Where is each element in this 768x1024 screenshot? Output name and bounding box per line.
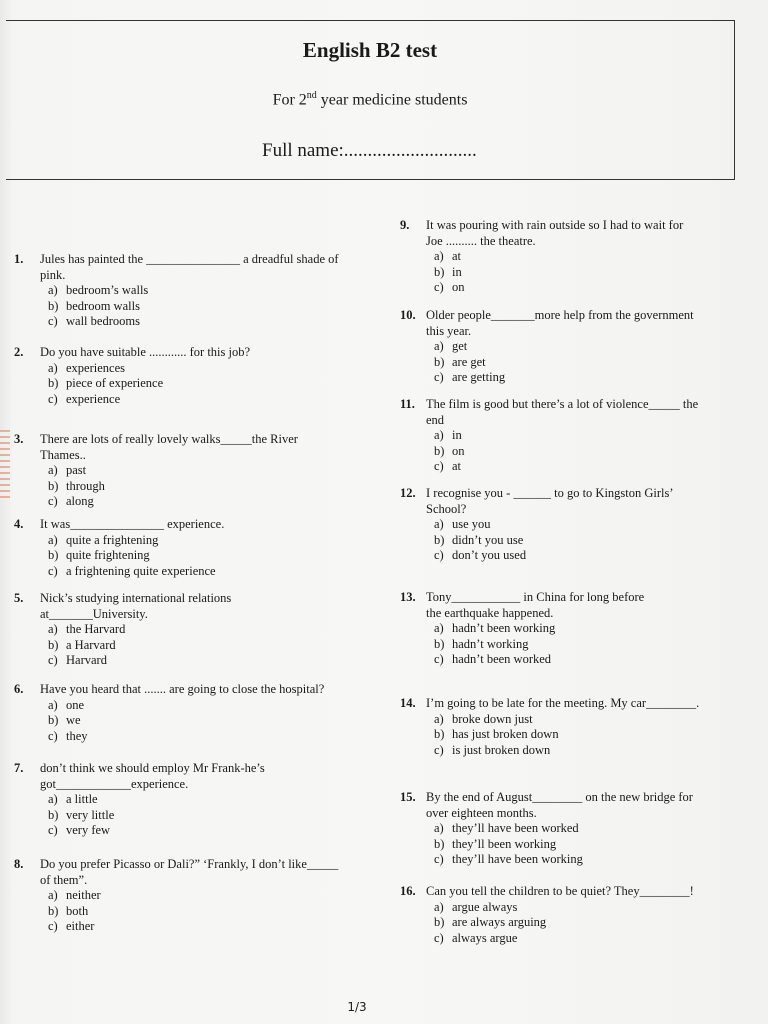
option-text: either [66,919,95,933]
option-letter: b) [48,637,59,652]
question-line [400,218,745,234]
answer-option[interactable] [14,653,384,669]
option-letter: a) [48,888,58,902]
question-line [14,517,384,533]
question-number: 2. [14,345,24,359]
option-text: past [66,463,87,477]
question-number: 3. [14,432,24,446]
question-number: 5. [14,591,24,605]
question-continuation: at_______University. [40,606,148,621]
answer-option[interactable] [400,727,745,743]
answer-option[interactable] [14,888,384,904]
question-stem: Tony___________ in China for long before [426,590,645,604]
option-letter: b) [434,636,445,651]
answer-option[interactable] [14,919,384,935]
answer-option[interactable] [14,479,384,495]
option-letter: c) [434,652,444,666]
option-letter: c) [434,742,444,757]
option-letter: c) [48,314,58,328]
question-block [400,590,745,668]
option-text: through [66,478,105,493]
option-text: hadn’t been working [452,621,556,635]
question-block [400,696,745,758]
option-letter: c) [434,370,444,384]
question-number: 16. [400,884,416,898]
question-line [400,884,745,900]
answer-option[interactable] [14,314,384,330]
question-block [14,591,384,669]
option-letter: b) [48,713,59,727]
subtitle-sup: nd [306,90,317,101]
question-line [14,252,384,268]
option-text: in [452,428,462,442]
question-block [400,884,745,946]
question-block [400,218,745,296]
option-letter: c) [48,823,58,837]
question-continuation: over eighteen months. [426,805,537,820]
answer-option[interactable] [14,713,384,729]
question-continuation: Joe .......... the theatre. [426,233,536,248]
question-stem: Do you have suitable ............ for this job? [40,345,251,359]
option-text: broke down just [452,711,533,726]
question-continuation: Thames.. [40,447,86,462]
answer-option[interactable] [14,808,384,824]
question-line [400,486,745,502]
question-stem: Can you tell the children to be quiet? They________! [426,884,694,898]
answer-option[interactable] [400,444,745,460]
question-number: 15. [400,790,416,804]
option-text: didn’t you use [452,532,524,547]
option-letter: c) [48,653,58,667]
option-letter: b) [48,376,59,390]
question-number: 10. [400,308,416,322]
option-letter: b) [48,807,59,822]
question-line [400,397,745,413]
option-text: get [452,339,468,353]
option-letter: c) [48,728,58,743]
answer-option[interactable] [400,712,745,728]
option-text: are get [452,354,486,369]
question-line [14,432,384,448]
question-block [400,397,745,475]
option-letter: b) [48,478,59,493]
option-text: we [66,713,81,727]
answer-option[interactable] [400,265,745,281]
answer-option[interactable] [14,361,384,377]
option-letter: a) [48,360,58,375]
option-text: along [66,494,94,508]
option-letter: a) [48,532,58,547]
question-line [14,857,384,873]
question-stem: It was_______________ experience. [40,517,225,531]
question-line [14,682,384,698]
question-block [14,517,384,579]
full-name-field: Full name:............................ [262,140,477,161]
subtitle-pre: For 2 [272,91,307,109]
option-letter: a) [434,428,444,442]
question-line [14,345,384,361]
page-title: English B2 test [302,38,438,62]
question-number: 11. [400,397,415,411]
answer-option[interactable] [400,915,745,931]
answer-option[interactable] [400,931,745,947]
question-number: 1. [14,252,24,266]
option-letter: b) [434,836,445,851]
option-letter: b) [48,548,59,562]
option-letter: a) [434,249,444,263]
question-stem: Have you heard that ....... are going to close the hospital? [40,682,325,696]
option-letter: a) [48,283,58,297]
option-text: one [66,697,85,712]
binding-mark [0,430,10,500]
option-text: use you [452,517,491,531]
option-text: piece of experience [66,376,164,390]
question-line [400,590,745,606]
option-text: both [66,903,89,918]
option-text: argue always [452,899,518,914]
option-text: very little [66,807,115,822]
option-text: very few [66,823,111,837]
option-letter: b) [48,903,59,918]
question-continuation: the earthquake happened. [426,605,554,620]
option-text: quite frightening [66,548,150,562]
page-number: 1/3 [347,1000,367,1014]
answer-option[interactable] [400,548,745,564]
question-continuation: end [426,412,445,427]
answer-option[interactable] [14,463,384,479]
answer-option[interactable] [400,852,745,868]
option-text: bedroom’s walls [66,283,149,297]
option-text: are getting [452,370,506,384]
answer-option[interactable] [400,837,745,853]
option-letter: c) [434,548,444,562]
question-stem: Nick’s studying international relations [40,591,232,605]
option-letter: c) [434,930,444,945]
question-line [14,591,384,607]
option-text: has just broken down [452,727,559,741]
option-text: always argue [452,930,518,945]
answer-option[interactable] [14,698,384,714]
option-text: they’ll have been worked [452,821,579,835]
answer-option[interactable] [400,339,745,355]
answer-option[interactable] [14,564,384,580]
option-text: bedroom walls [66,298,140,313]
question-block [14,432,384,510]
option-letter: b) [434,354,445,369]
option-letter: a) [434,339,444,353]
answer-option[interactable] [14,494,384,510]
question-block [400,486,745,564]
question-line [400,696,745,712]
option-text: a frightening quite experience [66,563,216,578]
option-letter: c) [48,494,58,508]
question-stem: Jules has painted the _______________ a dreadful shade of [40,252,339,266]
answer-option[interactable] [400,517,745,533]
option-text: at [452,249,462,263]
question-number: 4. [14,517,24,531]
answer-option[interactable] [400,428,745,444]
answer-option[interactable] [14,548,384,564]
answer-option[interactable] [14,729,384,745]
option-letter: b) [48,298,59,313]
option-letter: b) [434,727,445,741]
option-letter: b) [434,915,445,929]
question-block [14,252,384,330]
option-text: hadn’t been worked [452,652,552,666]
answer-option[interactable] [400,637,745,653]
subtitle [0,90,740,109]
question-block [400,308,745,386]
option-text: experience [66,391,121,406]
option-letter: b) [434,532,445,547]
question-number: 9. [400,218,410,232]
answer-option[interactable] [400,370,745,386]
answer-option[interactable] [14,823,384,839]
answer-option[interactable] [14,792,384,808]
option-text: on [452,443,465,458]
option-text: in [452,264,462,279]
answer-option[interactable] [400,900,745,916]
question-number: 13. [400,590,416,604]
question-stem: The film is good but there’s a lot of violence_____ the [426,397,699,411]
answer-option[interactable] [14,283,384,299]
option-text: Harvard [66,653,107,667]
answer-option[interactable] [400,743,745,759]
question-number: 14. [400,696,416,710]
question-line [400,308,745,324]
option-text: they [66,728,88,743]
option-letter: a) [48,622,58,636]
question-number: 8. [14,857,24,871]
answer-option[interactable] [400,249,745,265]
answer-option[interactable] [400,652,745,668]
answer-option[interactable] [14,299,384,315]
question-number: 7. [14,761,24,775]
question-continuation: School? [426,501,467,516]
question-continuation: of them”. [40,872,88,887]
option-letter: a) [434,621,444,635]
question-continuation: got____________experience. [40,776,189,791]
option-letter: c) [48,563,58,578]
option-letter: a) [434,821,444,835]
option-letter: a) [434,899,444,914]
answer-option[interactable] [400,821,745,837]
option-text: are always arguing [452,915,547,929]
option-letter: c) [434,459,444,473]
option-text: is just broken down [452,742,551,757]
option-text: they’ll have been working [452,852,583,866]
answer-option[interactable] [14,533,384,549]
option-text: don’t you used [452,548,527,562]
option-text: a Harvard [66,637,116,652]
question-continuation: pink. [40,267,66,282]
question-block [14,761,384,839]
option-letter: a) [434,517,444,531]
question-stem: There are lots of really lovely walks_____the River [40,432,298,446]
option-text: a little [66,792,98,806]
answer-option[interactable] [400,533,745,549]
question-number: 12. [400,486,416,500]
answer-option[interactable] [14,376,384,392]
question-stem: I’m going to be late for the meeting. My car________. [426,696,700,710]
option-letter: c) [48,391,58,406]
question-block [14,682,384,744]
question-stem: It was pouring with rain outside so I had to wait for [426,218,684,232]
option-text: hadn’t working [452,636,529,651]
question-stem: I recognise you - ______ to go to Kingston Girls’ [426,486,674,500]
answer-option[interactable] [400,621,745,637]
option-letter: c) [48,919,58,933]
question-stem: don’t think we should employ Mr Frank-he’s [40,761,265,775]
question-stem: By the end of August________ on the new bridge for [426,790,693,804]
option-text: neither [66,888,101,902]
option-text: wall bedrooms [66,314,140,328]
answer-option[interactable] [400,459,745,475]
question-block [14,857,384,935]
option-text: on [452,280,465,294]
question-line [14,761,384,777]
question-stem: Do you prefer Picasso or Dali?” ‘Frankly, I don’t like_____ [40,857,339,871]
option-letter: a) [48,463,58,477]
option-letter: b) [434,443,445,458]
option-letter: a) [48,792,58,806]
question-line [400,790,745,806]
answer-option[interactable] [14,904,384,920]
option-letter: b) [434,264,445,279]
option-letter: c) [434,280,444,294]
option-letter: a) [48,697,58,712]
answer-option[interactable] [14,622,384,638]
option-text: they’ll been working [452,836,557,851]
question-number: 6. [14,682,24,696]
answer-option[interactable] [14,638,384,654]
option-text: experiences [66,360,125,375]
option-text: quite a frightening [66,532,159,547]
question-continuation: this year. [426,323,472,338]
subtitle-post: year medicine students [316,91,468,109]
answer-option[interactable] [14,392,384,408]
answer-option[interactable] [400,280,745,296]
question-block [400,790,745,868]
option-text: at [452,459,462,473]
question-block [14,345,384,407]
option-text: the Harvard [66,622,126,636]
question-stem: Older people_______more help from the government [426,308,694,322]
option-letter: c) [434,852,444,866]
answer-option[interactable] [400,355,745,371]
option-letter: a) [434,711,444,726]
